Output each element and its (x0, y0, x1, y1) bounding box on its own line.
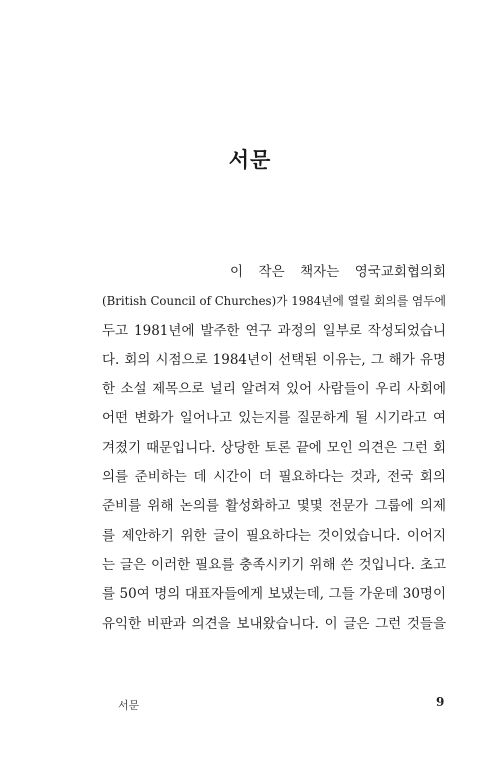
text-line: 겨졌기 때문입니다. 상당한 토론 끝에 모인 의견은 그런 회 (102, 439, 446, 456)
page-number: 9 (436, 695, 445, 709)
text-line: 이 작은 책자는 영국교회협의회 (230, 264, 446, 280)
text-line: 다. 회의 시점으로 1984년이 선택된 이유는, 그 해가 유명 (102, 351, 446, 368)
text-line: 어떤 변화가 일어나고 있는지를 질문하게 될 시기라고 여 (102, 410, 446, 427)
text-line: 를 50여 명의 대표자들에게 보냈는데, 그들 가운데 30명이 (102, 586, 446, 603)
text-line: 유익한 비판과 의견을 보내왔습니다. 이 글은 그런 것들을 (102, 615, 446, 632)
text-line: 두고 1981년에 발주한 연구 과정의 일부로 작성되었습니 (102, 322, 446, 339)
text-line: 준비를 위해 논의를 활성화하고 몇몇 전문가 그룹에 의제 (102, 498, 446, 515)
text-line: 를 제안하기 위한 글이 필요하다는 것이었습니다. 이어지 (102, 527, 446, 544)
text-line: 는 글은 이러한 필요를 충족시키기 위해 쓴 것입니다. 초고 (102, 556, 446, 573)
text-line: 의를 준비하는 데 시간이 더 필요하다는 것과, 전국 회의 (102, 469, 446, 486)
page-title: 서문 (228, 147, 272, 172)
running-head: 서문 (118, 699, 140, 712)
text-line: (British Council of Churches)가 1984년에 열릴 회의를 염두에 (102, 294, 446, 309)
text-line: 한 소설 제목으로 널리 알려져 있어 사람들이 우리 사회에 (102, 381, 446, 398)
body-text (102, 258, 446, 639)
